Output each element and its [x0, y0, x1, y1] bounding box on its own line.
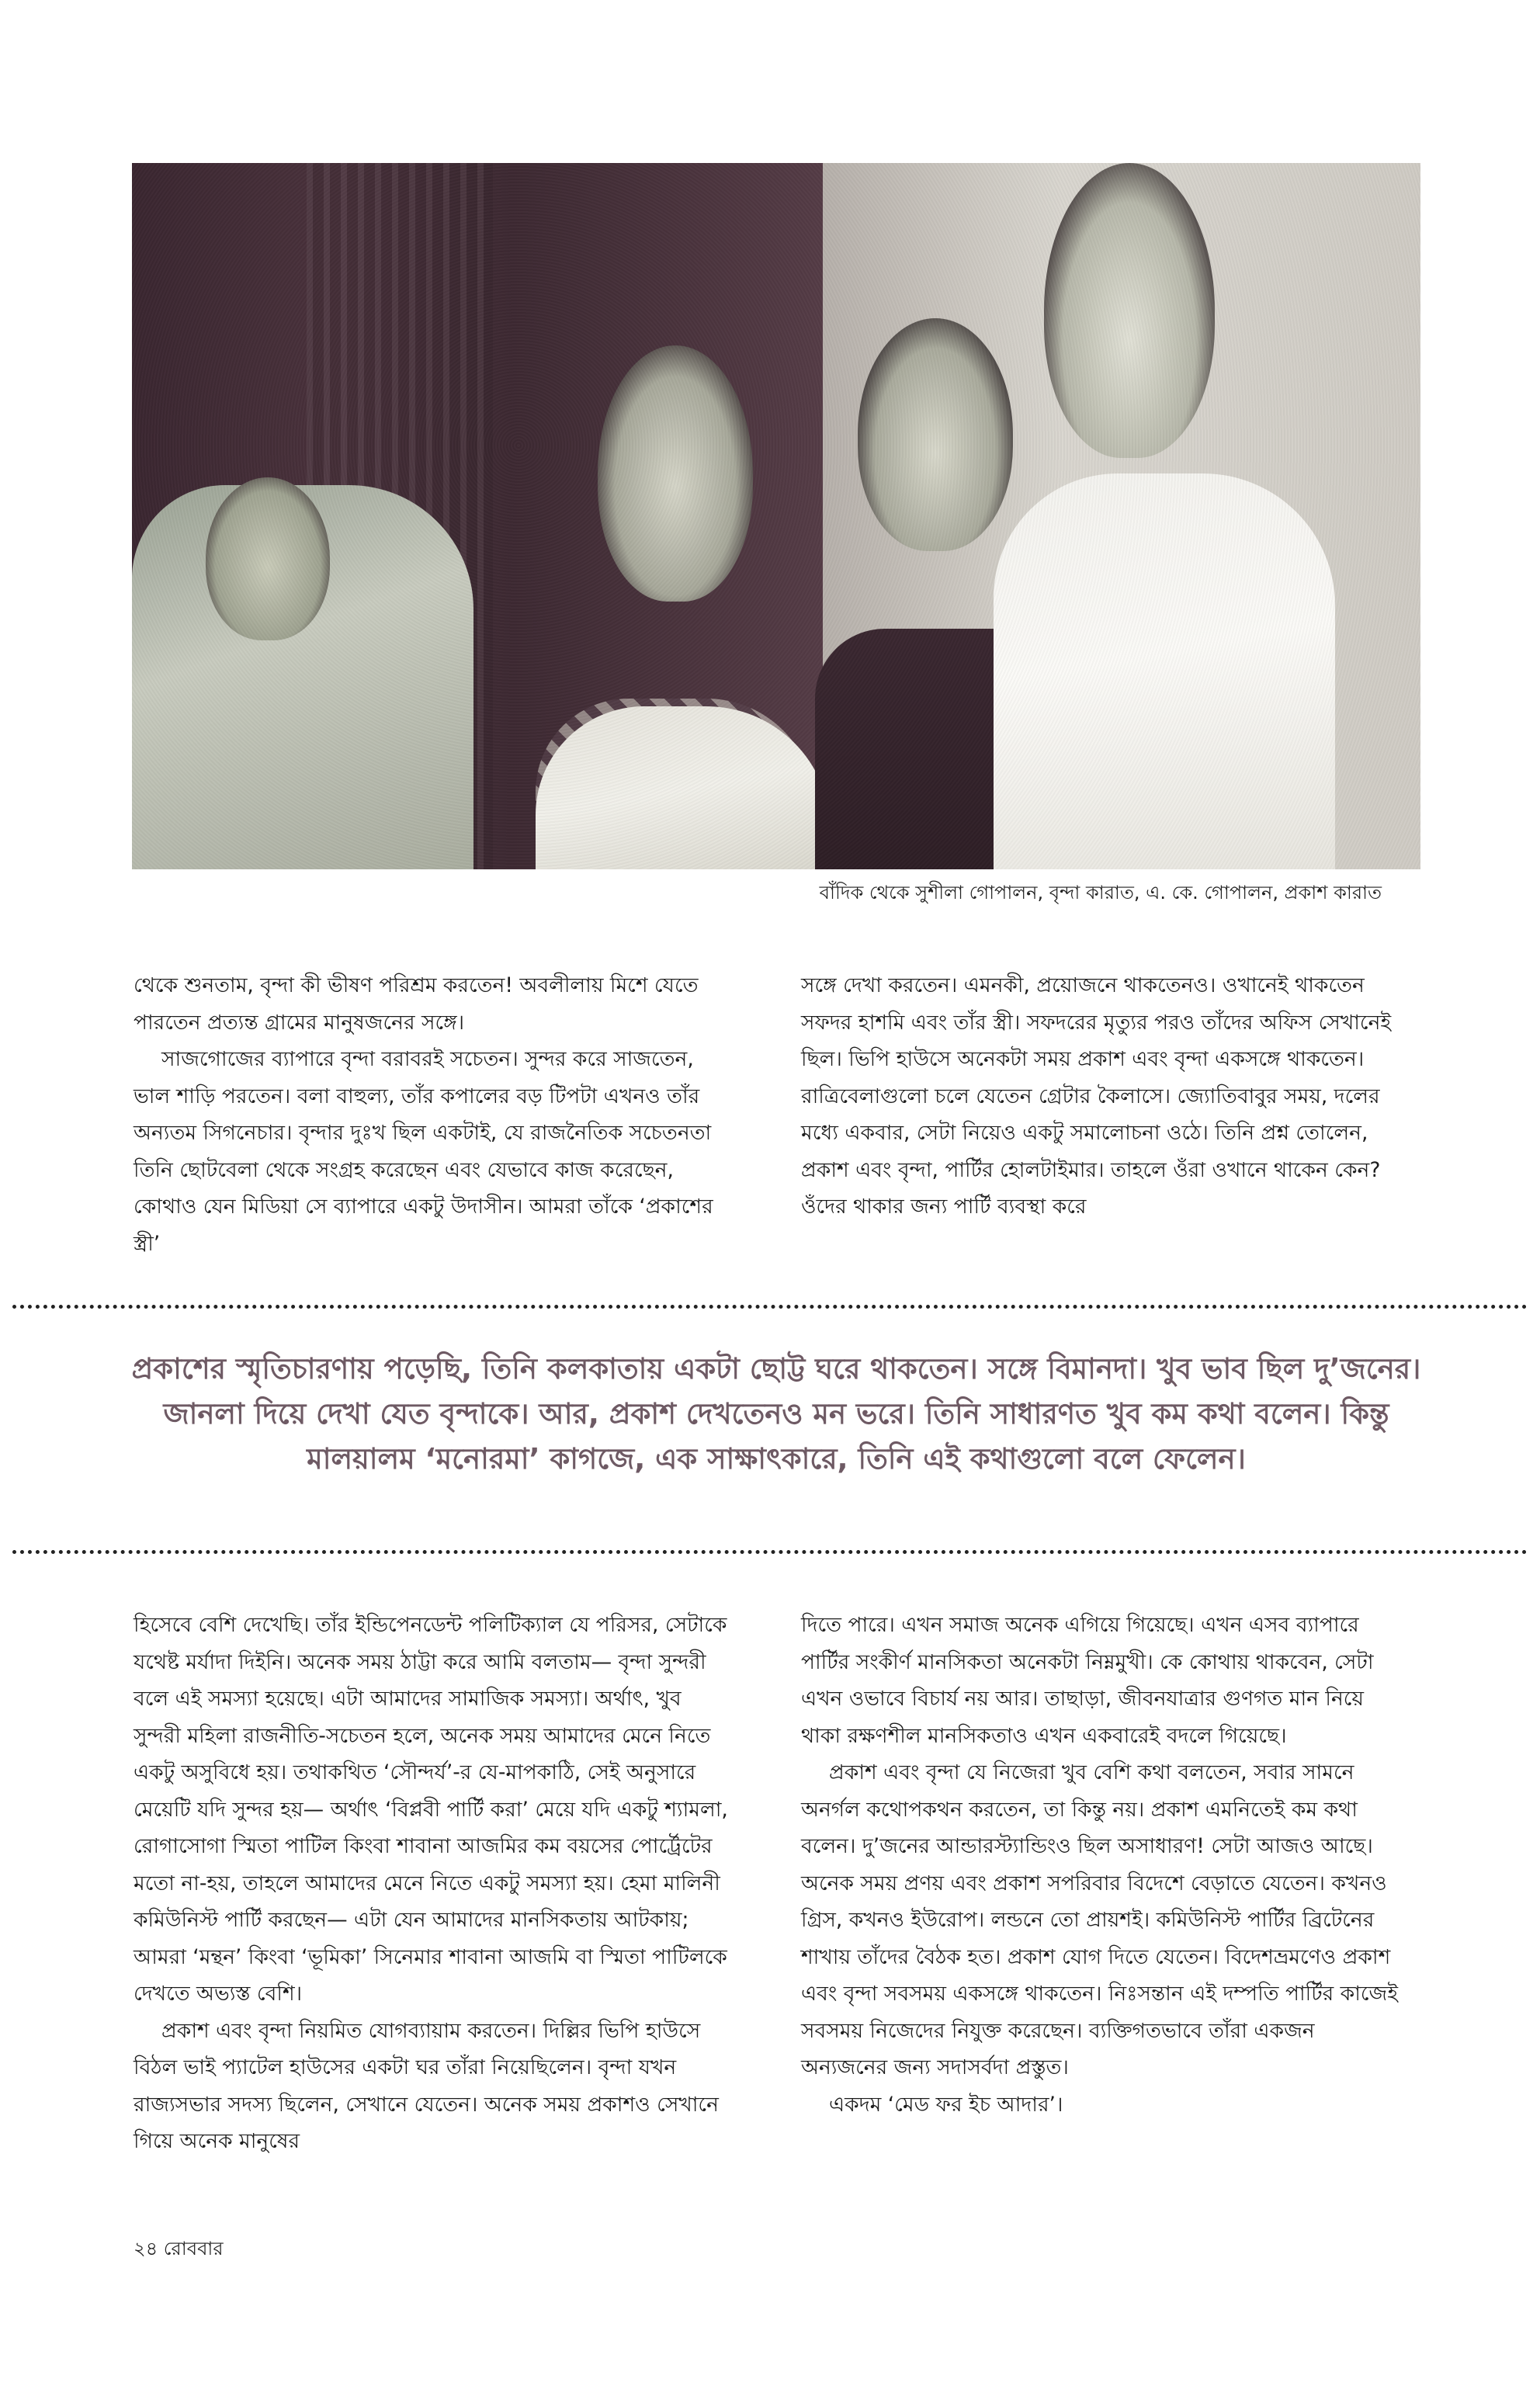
- article-column-top-right: [801, 967, 1399, 1226]
- paragraph: প্রকাশ এবং বৃন্দা নিয়মিত যোগব্যায়াম করতেন। দিল্লির ভিপি হাউসে বিঠল ভাই প্যাটেল হাউসের একটা ঘর তাঁরা নিয়েছিলেন। বৃন্দা যখন রাজ্যসভার সদস্য ছিলেন, সেখানে যেতেন। অনেক সময় প্রকাশও সেখানে গিয়ে অনেক মানুষের: [134, 2018, 719, 2153]
- paragraph: হিসেবে বেশি দেখেছি। তাঁর ইন্ডিপেনডেন্ট পলিটিক্যাল যে পরিসর, সেটাকে যথেষ্ট মর্যাদা দিইনি। অনেক সময় ঠাট্টা করে আমি বলতাম— বৃন্দা সুন্দরী বলে এই সমস্যা হয়েছে। এটা আমাদের সামাজিক সমস্যা। অর্থাৎ, খুব সুন্দরী মহিলা রাজনীতি-সচেতন হলে, অনেক সময় আমাদের মেনে নিতে একটু অসুবিধে হয়। তথাকথিত ‘সৌন্দর্য’-র যে-মাপকাঠি, সেই অনুসারে মেয়েটি যদি সুন্দর হয়— অর্থাৎ ‘বিপ্লবী পার্টি করা’ মেয়ে যদি একটু শ্যামলা, রোগাসোগা স্মিতা পাটিল কিংবা শাবানা আজমির কম বয়সের পোর্ট্রেটের মতো না-হয়, তাহলে আমাদের মেনে নিতে একটু সমস্যা হয়। হেমা মালিনী কমিউনিস্ট পার্টি করছেন— এটা যেন আমাদের মানসিকতায় আটকায়; আমরা ‘মন্থন’ কিংবা ‘ভূমিকা’ সিনেমার শাবানা আজমি বা স্মিতা পাটিলকে দেখতে অভ্যস্ত বেশি।: [134, 1613, 728, 2006]
- photo-caption: বাঁদিক থেকে সুশীলা গোপালন, বৃন্দা কারাত, এ. কে. গোপালন, প্রকাশ কারাত: [819, 882, 1382, 903]
- paragraph: প্রকাশ এবং বৃন্দা যে নিজেরা খুব বেশি কথা বলতেন, সবার সামনে অনর্গল কথোপকথন করতেন, তা কিন্তু নয়। প্রকাশ এমনিতেই কম কথা বলেন। দু’জনের আন্ডারস্ট্যান্ডিংও ছিল অসাধারণ! সেটা আজও আছে। অনেক সময় প্রণয় এবং প্রকাশ সপরিবার বিদেশে বেড়াতে যেতেন। কখনও গ্রিস, কখনও ইউরোপ। লন্ডনে তো প্রায়শই। কমিউনিস্ট পার্টির ব্রিটেনের শাখায় তাঁদের বৈঠক হত। প্রকাশ যোগ দিতে যেতেন। বিদেশভ্রমণেও প্রকাশ এবং বৃন্দা সবসময় একসঙ্গে থাকতেন। নিঃসন্তান এই দম্পতি পার্টির কাজেই সবসময় নিজেদের নিযুক্ত করেছেন। ব্যক্তিগতভাবে তাঁরা একজন অন্যজনের জন্য সদাসর্বদা প্রস্তুত।: [801, 1760, 1399, 2079]
- article-column-bottom-right: [801, 1607, 1399, 2123]
- paragraph: সাজগোজের ব্যাপারে বৃন্দা বরাবরই সচেতন। সুন্দর করে সাজতেন, ভাল শাড়ি পরতেন। বলা বাহুল্য, তাঁর কপালের বড় টিপটা এখনও তাঁর অন্যতম সিগনেচার। বৃন্দার দুঃখ ছিল একটাই, যে রাজনৈতিক সচেতনতা তিনি ছোটবেলা থেকে সংগ্রহ করেছেন এবং যেভাবে কাজ করেছেন, কোথাও যেন মিডিয়া সে ব্যাপারে একটু উদাসীন। আমরা তাঁকে ‘প্রকাশের স্ত্রী’: [134, 1047, 713, 1256]
- photo-person-2-head: [598, 345, 753, 602]
- paragraph: থেকে শুনতাম, বৃন্দা কী ভীষণ পরিশ্রম করতেন! অবলীলায় মিশে যেতে পারতেন প্রত্যন্ত গ্রামের মানুষজনের সঙ্গে।: [134, 973, 699, 1035]
- photo-person-4-shirt: [994, 473, 1335, 869]
- photo-person-1-head: [206, 477, 330, 640]
- page-folio: ২৪ রোববার: [134, 2238, 224, 2259]
- photo-person-3-head: [858, 318, 1013, 551]
- dotted-divider-bottom: [12, 1550, 1528, 1554]
- article-column-top-left: [134, 967, 731, 1262]
- dotted-divider-top: [12, 1305, 1528, 1309]
- photo-person-4-head: [1044, 163, 1215, 458]
- pull-quote: প্রকাশের স্মৃতিচারণায় পড়েছি, তিনি কলকাতায় একটা ছোট্ট ঘরে থাকতেন। সঙ্গে বিমানদা। খুব ভাব ছিল দু’জনের। জানলা দিয়ে দেখা যেত বৃন্দাকে। আর, প্রকাশ দেখতেনও মন ভরে। তিনি সাধারণত খুব কম কথা বলেন। কিন্তু মালয়ালম ‘মনোরমা’ কাগজে, এক সাক্ষাৎকারে, তিনি এই কথাগুলো বলে ফেলেন।: [131, 1352, 1421, 1476]
- group-photograph: [132, 163, 1420, 869]
- paragraph: দিতে পারে। এখন সমাজ অনেক এগিয়ে গিয়েছে। এখন এসব ব্যাপারে পার্টির সংকীর্ণ মানসিকতা অনেকটা নিম্নমুখী। কে কোথায় থাকবেন, সেটা এখন ওভাবে বিচার্য নয় আর। তাছাড়া, জীবনযাত্রার গুণগত মান নিয়ে থাকা রক্ষণশীল মানসিকতাও এখন একবারেই বদলে গিয়েছে।: [801, 1613, 1374, 1748]
- article-column-bottom-left: [134, 1607, 731, 2160]
- paragraph: একদম ‘মেড ফর ইচ আদার’।: [829, 2092, 1063, 2117]
- paragraph: সঙ্গে দেখা করতেন। এমনকী, প্রয়োজনে থাকতেনও। ওখানেই থাকতেন সফদর হাশমি এবং তাঁর স্ত্রী। সফদরের মৃত্যুর পরও তাঁদের অফিস সেখানেই ছিল। ভিপি হাউসে অনেকটা সময় প্রকাশ এবং বৃন্দা একসঙ্গে থাকতেন। রাত্রিবেলাগুলো চলে যেতেন গ্রেটার কৈলাসে। জ্যোতিবাবুর সময়, দলের মধ্যে একবার, সেটা নিয়েও একটু সমালোচনা ওঠে। তিনি প্রশ্ন তোলেন, প্রকাশ এবং বৃন্দা, পার্টির হোলটাইমার। তাহলে ওঁরা ওখানে থাকেন কেন? ওঁদের থাকার জন্য পার্টি ব্যবস্থা করে: [801, 973, 1392, 1219]
